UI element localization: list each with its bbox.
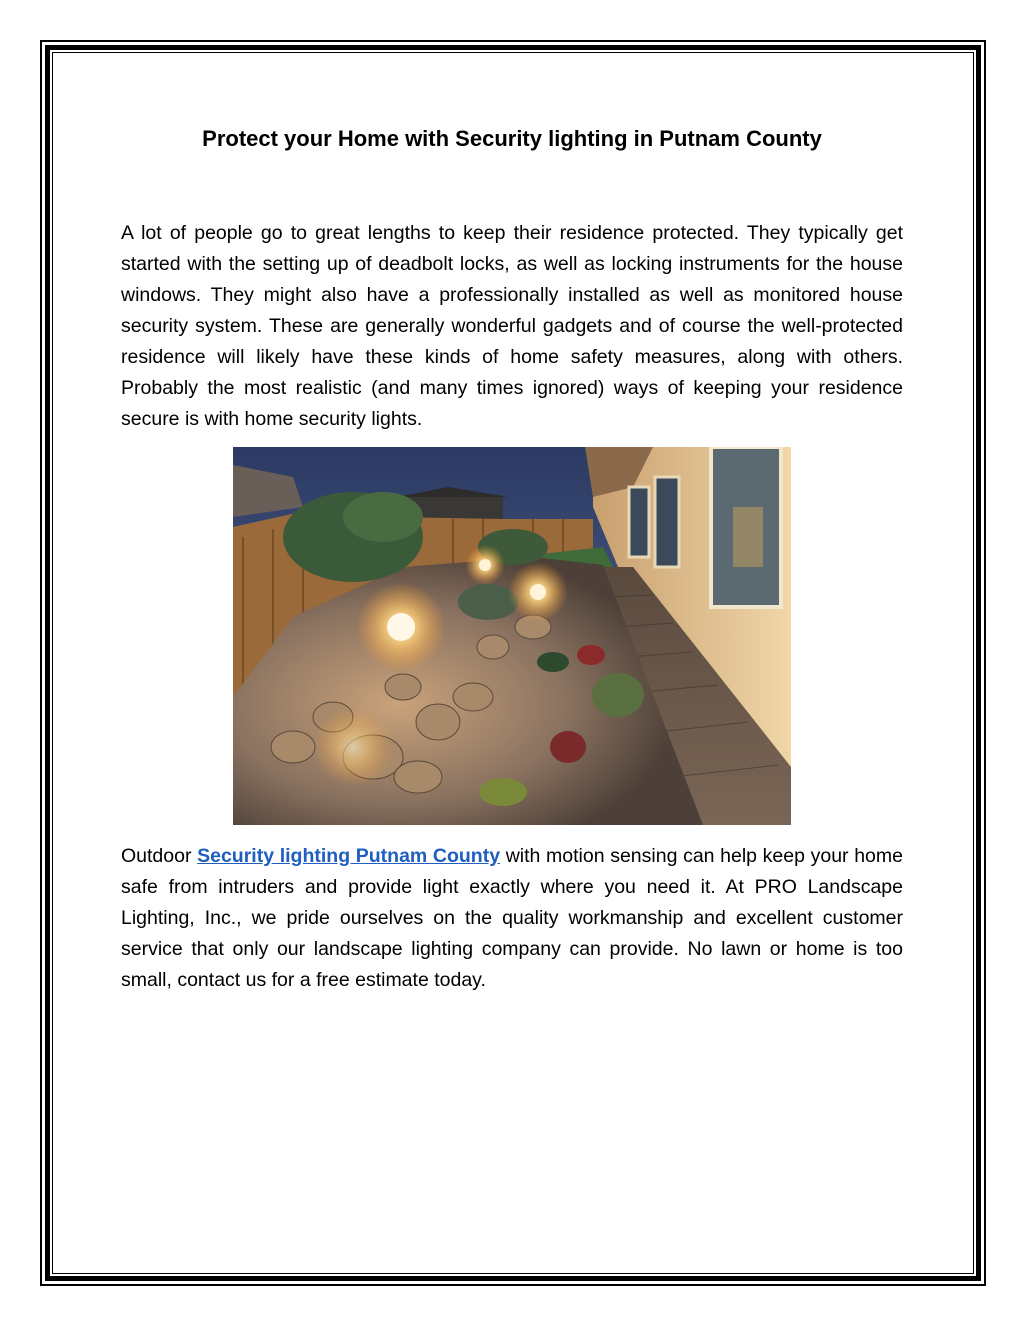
- document-title: Protect your Home with Security lighting in Putnam County: [202, 126, 822, 151]
- garden-lighting-photo: [233, 447, 791, 825]
- cta-text-end: with motion sensing can help keep your home safe from intruders and provide light exactly where you need it. At PRO Landscape Lighting, Inc., we pride ourselves on the quality workmanship and excellent customer service that only our landscape lighting company can provide. No lawn or home is too small, contact us for a free estimate today.: [121, 845, 903, 991]
- intro-paragraph: A lot of people go to great lengths to keep their residence protected. They typically get started with the setting up of deadbolt locks, as well as locking instruments for the house windows. They might also have a professionally installed as well as monitored house security system. These are generally wonderful gadgets and of course the well-protected residence will likely have these kinds of home safety measures, along with others. Probably the most realistic (and many times ignored) ways of keeping your residence secure is with home security lights.: [121, 222, 903, 430]
- security-lighting-link[interactable]: Security lighting Putnam County: [197, 845, 501, 867]
- cta-paragraph: [121, 841, 903, 996]
- cta-text-start: Outdoor: [121, 845, 198, 867]
